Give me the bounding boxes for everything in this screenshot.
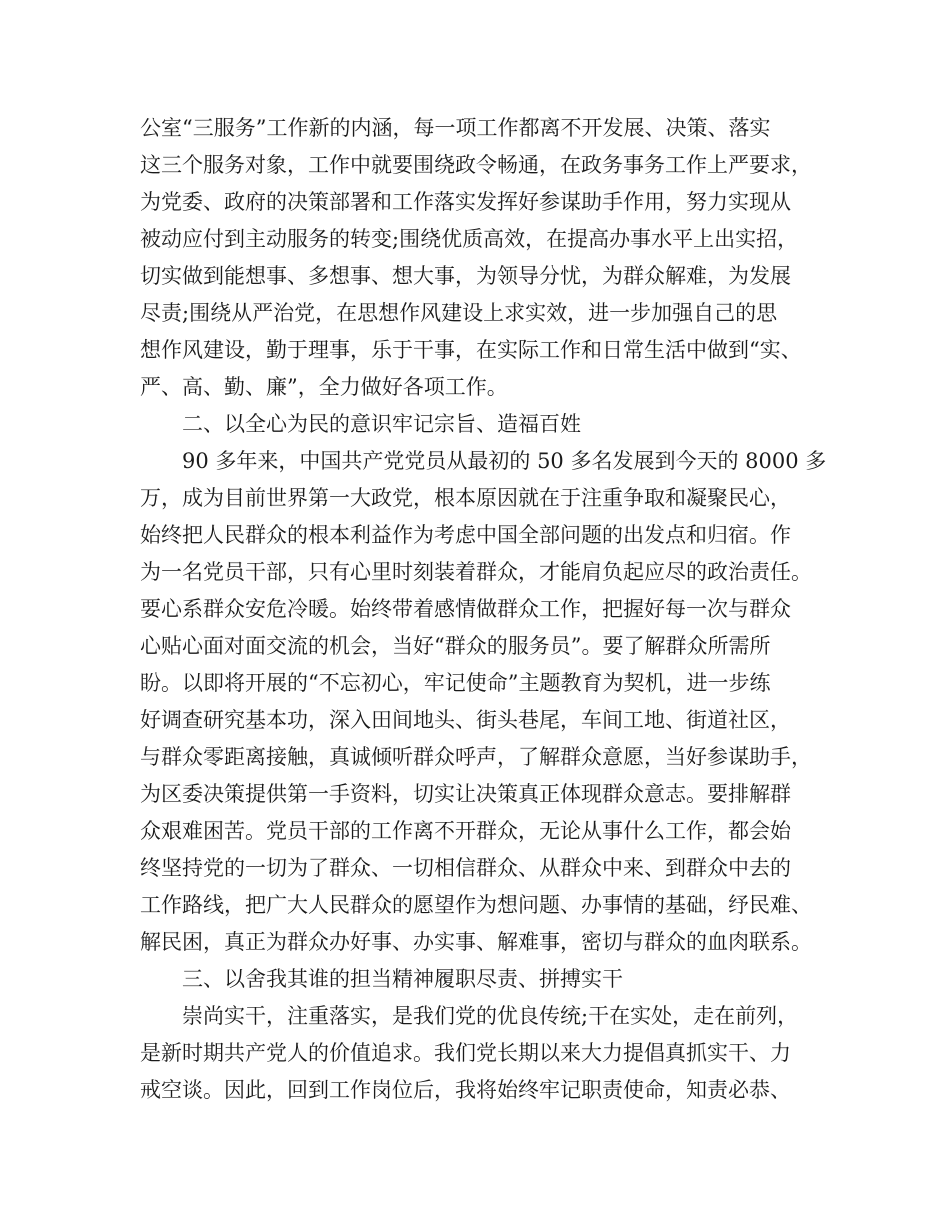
paragraph-1-line: 为党委、政府的决策部署和工作落实发挥好参谋助手作用，努力实现从	[140, 190, 791, 214]
document-body	[140, 110, 830, 1109]
paragraph-2-line: 心贴心面对面交流的机会，当好“群众的服务员”。要了解群众所需所	[140, 634, 771, 658]
paragraph-3	[140, 998, 830, 1109]
paragraph-2-line: 为一名党员干部，只有心里时刻装着群众，才能肩负起应尽的政治责任。	[140, 560, 812, 584]
paragraph-1-line: 想作风建设，勤于理事，乐于干事，在实际工作和日常生活中做到“实、	[140, 338, 802, 362]
paragraph-2-line: 众艰难困苦。党员干部的工作离不开群众，无论从事什么工作，都会始	[140, 819, 791, 843]
paragraph-1-line: 这三个服务对象，工作中就要围绕政令畅通，在政务事务工作上严要求，	[140, 153, 812, 177]
paragraph-1-line: 公室“三服务”工作新的内涵，每一项工作都离不开发展、决策、落实	[140, 116, 771, 140]
paragraph-1-line: 切实做到能想事、多想事、想大事，为领导分忧，为群众解难，为发展	[140, 264, 791, 288]
paragraph-2-line: 解民困，真正为群众办好事、办实事、解难事，密切与群众的血肉联系。	[140, 930, 812, 954]
paragraph-2-line: 为区委决策提供第一手资料，切实让决策真正体现群众意志。要排解群	[140, 782, 791, 806]
paragraph-3-line: 是新时期共产党人的价值追求。我们党长期以来大力提倡真抓实干、力	[140, 1041, 791, 1065]
paragraph-2-line: 要心系群众安危冷暖。始终带着感情做群众工作，把握好每一次与群众	[140, 597, 791, 621]
paragraph-2-line: 万，成为目前世界第一大政党，根本原因就在于注重争取和凝聚民心，	[140, 486, 791, 510]
section-heading-3: 三、以舍我其谁的担当精神履职尽责、拼搏实干	[182, 967, 623, 991]
paragraph-2-line: 与群众零距离接触，真诚倾听群众呼声，了解群众意愿，当好参谋助手，	[140, 745, 812, 769]
paragraph-2-line: 好调查研究基本功，深入田间地头、街头巷尾，车间工地、街道社区，	[140, 708, 791, 732]
paragraph-1-line: 被动应付到主动服务的转变;围绕优质高效，在提高办事水平上出实招，	[140, 227, 799, 251]
paragraph-1-line: 尽责;围绕从严治党，在思想作风建设上求实效，进一步加强自己的思	[140, 301, 778, 325]
paragraph-2-line: 90 多年来，中国共产党党员从最初的 50 多名发展到今天的 8000 多	[182, 449, 827, 473]
paragraph-3-line: 崇尚实干，注重落实，是我们党的优良传统;干在实处，走在前列，	[182, 1004, 799, 1028]
paragraph-2-line: 终坚持党的一切为了群众、一切相信群众、从群众中来、到群众中去的	[140, 856, 791, 880]
paragraph-1-line: 严、高、勤、廉”，全力做好各项工作。	[140, 375, 508, 399]
paragraph-1	[140, 110, 830, 406]
paragraph-2-line: 工作路线，把广大人民群众的愿望作为想问题、办事情的基础，纾民难、	[140, 893, 812, 917]
section-heading-2: 二、以全心为民的意识牢记宗旨、造福百姓	[182, 412, 581, 436]
paragraph-2-line: 始终把人民群众的根本利益作为考虑中国全部问题的出发点和归宿。作	[140, 523, 791, 547]
paragraph-3-line: 戒空谈。因此，回到工作岗位后，我将始终牢记职责使命，知责必恭、	[140, 1078, 791, 1102]
paragraph-2-line: 盼。以即将开展的“不忘初心，牢记使命”主题教育为契机，进一步练	[140, 671, 771, 695]
paragraph-2	[140, 443, 830, 961]
